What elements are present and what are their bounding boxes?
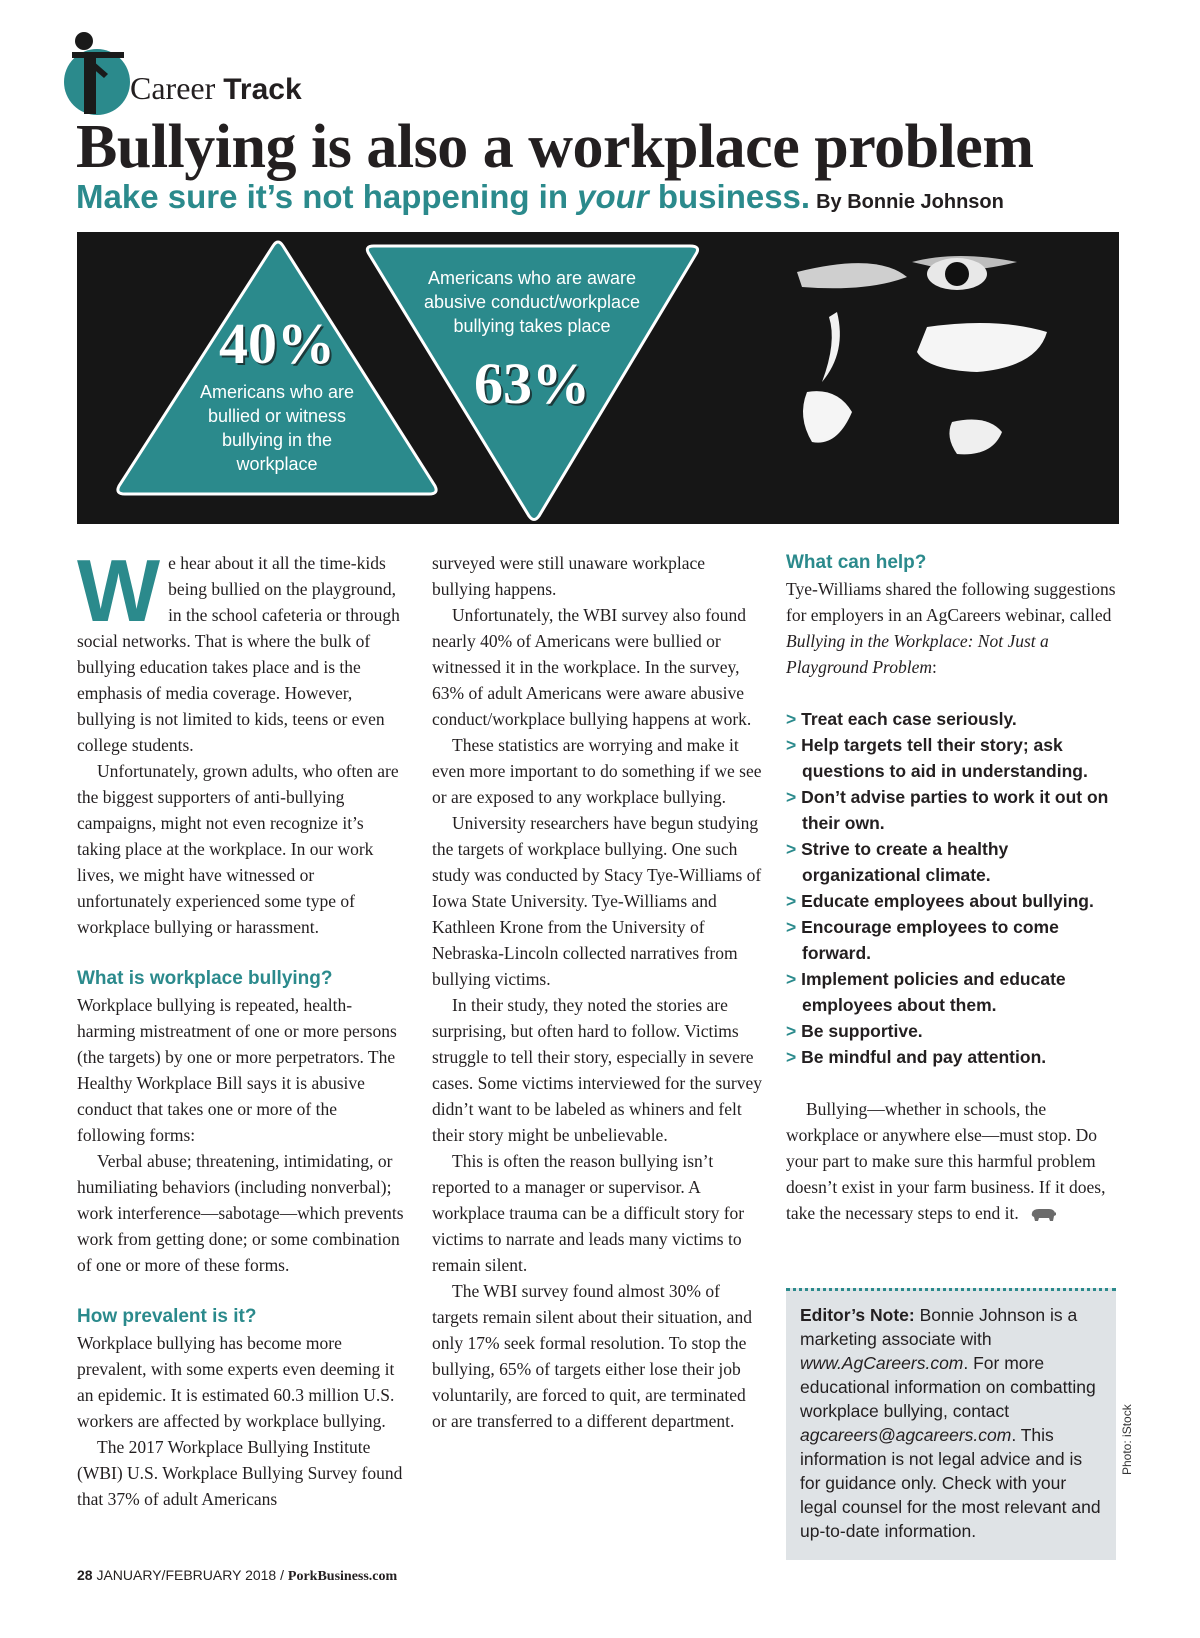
subhead-what-is: What is workplace bullying?: [77, 968, 333, 989]
byline: By Bonnie Johnson: [816, 191, 1004, 213]
stat1-label-line: bullying in the: [221, 430, 333, 450]
editors-note-box: [786, 1288, 1116, 1560]
paragraph: This is often the reason bullying isn’t reported to a manager or supervisor. A workplace trauma can be a difficult story for victims to narrate and leads many victims to remain silent.: [432, 1151, 745, 1275]
section-label: [130, 70, 302, 107]
tip-text: Don’t advise parties to work it out on their own.: [801, 787, 1109, 833]
subheadline-part-a: Make sure it’s not happening in: [76, 178, 578, 215]
tip-text: Strive to create a healthy organizational climate.: [801, 839, 1009, 885]
tip-marker-icon: >: [786, 839, 797, 859]
headline: Bullying is also a workplace problem: [76, 113, 1034, 181]
closing-paragraph: [786, 1096, 1121, 1226]
drop-cap: W: [77, 541, 161, 640]
intro-text: e hear about it all the time-kids being bullied on the playground, in the school cafeteria or through social networks. That is where the bulk of bullying education takes place and is the emphasis of media coverage. However, bullying is not limited to kids, teens or even college students.: [77, 553, 400, 755]
pig-end-icon: [1029, 1207, 1057, 1223]
paragraph: These statistics are worrying and make it even more important to do something if we see or are exposed to any workplace bullying.: [432, 735, 762, 807]
stat2-label-line: abusive conduct/workplace: [423, 292, 641, 312]
tips-intro: [786, 576, 1121, 680]
face-photo: [797, 256, 1047, 454]
article-column-1: [77, 541, 407, 1512]
infographic-banner: [77, 232, 1119, 524]
intro-paragraph: [77, 541, 407, 758]
stat2-label-line: Americans who are aware: [427, 268, 637, 288]
stat1-value: 40%: [219, 311, 335, 376]
tip-text: Be mindful and pay attention.: [801, 1047, 1047, 1067]
stat1-label: [169, 380, 385, 476]
article-column-3: [786, 550, 1121, 1226]
editors-note-text: Bonnie Johnson is a marketing associate with: [800, 1305, 1078, 1349]
stat1-label-line: workplace: [236, 454, 318, 474]
tips-intro-end: :: [931, 657, 937, 677]
issue-date: JANUARY/FEBRUARY 2018 /: [92, 1567, 288, 1583]
tip-item: [786, 888, 1121, 914]
paragraph: In their study, they noted the stories are surprising, but often hard to follow. Victims struggle to tell their story, especially in severe cases. Some victims interviewed for the survey didn’t want to be labeled as whiners and felt their story might be unbelievable.: [432, 995, 762, 1145]
tip-item: [786, 914, 1121, 966]
stat2-value: 63%: [474, 351, 590, 416]
article-column-2: [432, 550, 762, 1434]
stat1-label-line: bullied or witness: [207, 406, 347, 426]
subheadline-emphasis: your: [577, 178, 649, 215]
stat2-label: [402, 266, 662, 338]
tips-list: [786, 706, 1121, 1070]
tip-text: Be supportive.: [801, 1021, 923, 1041]
paragraph: Unfortunately, the WBI survey also found nearly 40% of Americans were bullied or witnessed it in the workplace. In the survey, 63% of adult Americans were aware abusive conduct/workplace bullying happens at work.: [432, 605, 752, 729]
subhead-what-can-help: What can help?: [786, 552, 927, 573]
tip-text: Educate employees about bullying.: [801, 891, 1094, 911]
tip-text: Implement policies and educate employees about them.: [801, 969, 1066, 1015]
tip-item: [786, 1018, 1121, 1044]
tip-marker-icon: >: [786, 1021, 797, 1041]
tip-item: [786, 836, 1121, 888]
section-label-track: Track: [223, 73, 302, 106]
tip-text: Help targets tell their story; ask questions to aid in understanding.: [801, 735, 1088, 781]
career-track-logo: [62, 30, 132, 118]
tip-marker-icon: >: [786, 891, 797, 911]
stat1-label-line: Americans who are: [199, 382, 355, 402]
tip-item: [786, 1044, 1121, 1070]
section-label-career: Career: [130, 70, 216, 106]
tip-marker-icon: >: [786, 917, 797, 937]
paragraph: surveyed were still unaware workplace bullying happens.: [432, 553, 706, 599]
paragraph: Workplace bullying has become more prevalent, with some experts even deeming it an epidemic. It is estimated 60.3 million U.S. workers are affected by workplace bullying.: [77, 1333, 395, 1431]
paragraph: University researchers have begun studying the targets of workplace bullying. One such study was conducted by Stacy Tye-Williams of Iowa State University. Tye-Williams and Kathleen Krone from the University of Nebraska-Lincoln collected narratives from bullying victims.: [432, 813, 762, 989]
stat2-label-line: bullying takes place: [453, 316, 611, 336]
logo-circle: [64, 49, 130, 115]
paragraph: The 2017 Workplace Bullying Institute (WBI) U.S. Workplace Bullying Survey found that 37% of adult Americans: [77, 1437, 403, 1509]
tip-item: [786, 706, 1121, 732]
tip-marker-icon: >: [786, 709, 797, 729]
subhead-how-prevalent: How prevalent is it?: [77, 1306, 257, 1327]
paragraph: Unfortunately, grown adults, who often are the biggest supporters of anti-bullying campaigns, might not even recognize it’s taking place at the workplace. In our work lives, we might have witnessed or unfortunately experienced some type of workplace bullying or harassment.: [77, 761, 399, 937]
editors-note-text: . For more educational information on combatting workplace bullying, contact: [800, 1353, 1096, 1421]
tip-marker-icon: >: [786, 787, 797, 807]
publication-site: PorkBusiness.com: [287, 1569, 398, 1584]
subheadline-part-b: business.: [648, 178, 811, 215]
webinar-title: Bullying in the Workplace: Not Just a Playground Problem: [786, 631, 1049, 677]
contact-email-link[interactable]: agcareers@agcareers.com: [800, 1425, 1012, 1445]
photo-credit: Photo: iStock: [1120, 1404, 1134, 1475]
page-number: 28: [77, 1567, 93, 1583]
subheadline-text: [76, 178, 810, 215]
tip-item: [786, 784, 1121, 836]
editors-note-text: . This information is not legal advice and is for guidance only. Check with your legal counsel for the most relevant and up-to-date information.: [800, 1425, 1101, 1541]
paragraph: The WBI survey found almost 30% of targets remain silent about their situation, and only 17% seek formal resolution. To stop the bullying, 65% of targets either lose their job voluntarily, are forced to quit, are terminated or are transferred to a different department.: [432, 1281, 752, 1431]
tips-intro-text: Tye-Williams shared the following suggestions for employers in an AgCareers webinar, called: [786, 579, 1116, 625]
tip-marker-icon: >: [786, 1047, 797, 1067]
closing-text: Bullying—whether in schools, the workplace or anywhere else—must stop. Do your part to make sure this harmful problem doesn’t exist in your farm business. If it does, take the necessary steps to end it.: [786, 1099, 1106, 1223]
subheadline: [76, 178, 1004, 216]
tip-marker-icon: >: [786, 969, 797, 989]
tip-marker-icon: >: [786, 735, 797, 755]
tip-item: [786, 732, 1121, 784]
editors-note-label: Editor’s Note:: [800, 1305, 915, 1325]
paragraph: Verbal abuse; threatening, intimidating, or humiliating behaviors (including nonverbal); work interference—sabotage—which prevents work from getting done; or some combination of one or more of these forms.: [77, 1151, 404, 1275]
agcareers-link[interactable]: www.AgCareers.com: [800, 1353, 964, 1373]
tip-text: Encourage employees to come forward.: [801, 917, 1059, 963]
paragraph: Workplace bullying is repeated, health-harming mistreatment of one or more persons (the targets) by one or more perpetrators. The Healthy Workplace Bill says it is abusive conduct that takes one or more of the following forms:: [77, 995, 397, 1145]
page-footer: [77, 1567, 397, 1585]
tip-text: Treat each case seriously.: [801, 709, 1017, 729]
tip-item: [786, 966, 1121, 1018]
